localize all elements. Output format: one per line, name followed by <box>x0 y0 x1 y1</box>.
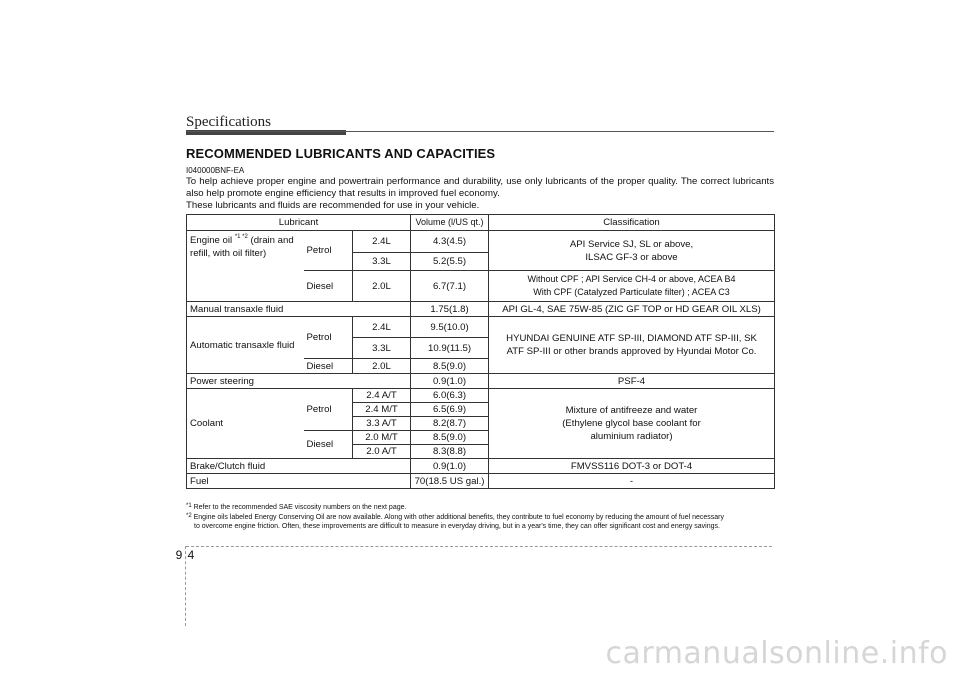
footnote-1-text: Refer to the recommended SAE viscosity numbers on the next page. <box>191 504 407 511</box>
manual-label: Manual transaxle fluid <box>187 302 411 317</box>
lubricants-table <box>186 214 775 489</box>
engine-oil-volume: 4.3(4.5) <box>411 231 489 253</box>
automatic-class-1: HYUNDAI GENUINE ATF SP-III, DIAMOND ATF SP-III, SK <box>506 333 757 344</box>
header-volume: Volume (l/US qt.) <box>411 215 489 231</box>
fuel-classification: - <box>489 474 775 489</box>
automatic-class-2: ATF SP-III or other brands approved by Hyundai Motor Co. <box>506 346 757 357</box>
engine-oil-spec: 3.3L <box>353 253 411 271</box>
intro-paragraph-1: To help achieve proper engine and powertrain performance and durability, use only lubricants of the proper quality. The correct lubricants also help promote engine efficiency that results in improved fuel economy. <box>186 176 774 199</box>
coolant-spec: 3.3 A/T <box>353 417 411 431</box>
table-row <box>187 389 775 403</box>
engine-oil-label-a: Engine oil <box>190 235 235 246</box>
engine-oil-class-petrol <box>489 231 775 271</box>
coolant-spec: 2.0 A/T <box>353 445 411 459</box>
coolant-class-2: (Ethylene glycol base coolant for <box>562 418 701 429</box>
coolant-class-1: Mixture of antifreeze and water <box>565 405 698 416</box>
header-title: Specifications <box>186 114 271 130</box>
coolant-volume: 8.3(8.8) <box>411 445 489 459</box>
intro-text <box>186 176 774 212</box>
watermark: carmanualsonline.info <box>605 636 948 671</box>
coolant-classification <box>489 389 775 459</box>
engine-oil-class-petrol-2: ILSAC GF-3 or above <box>585 251 678 263</box>
manual-classification: API GL-4, SAE 75W-85 (ZIC GF TOP or HD GEAR OIL XLS) <box>489 302 775 317</box>
automatic-label: Automatic transaxle fluid <box>187 317 304 374</box>
coolant-class-3: aluminium radiator) <box>590 431 673 442</box>
coolant-petrol: Petrol <box>304 389 353 431</box>
automatic-petrol: Petrol <box>304 317 353 359</box>
footnote-1-mark: *1 <box>186 503 192 509</box>
footnote-1 <box>186 503 774 512</box>
engine-oil-class-diesel-2: With CPF (Catalyzed Particulate filter) ; ACEA C3 <box>533 287 730 297</box>
section-title: RECOMMENDED LUBRICANTS AND CAPACITIES <box>186 146 496 161</box>
fuel-volume: 70(18.5 US gal.) <box>411 474 489 489</box>
automatic-spec: 2.4L <box>353 317 411 338</box>
automatic-volume: 10.9(11.5) <box>411 338 489 359</box>
header-classification: Classification <box>489 215 775 231</box>
automatic-spec: 2.0L <box>353 359 411 374</box>
coolant-diesel: Diesel <box>304 431 353 459</box>
automatic-volume: 8.5(9.0) <box>411 359 489 374</box>
power-steering-classification: PSF-4 <box>489 374 775 389</box>
table-row <box>187 231 775 253</box>
header-lubricant: Lubricant <box>187 215 411 231</box>
coolant-spec: 2.4 A/T <box>353 389 411 403</box>
header-rule <box>186 131 774 132</box>
table-row <box>187 374 775 389</box>
table-row <box>187 317 775 338</box>
page-number-value: 4 <box>187 548 195 562</box>
footnote-2-text-a: Engine oils labeled Energy Conserving Oil are now available. Along with other additional benefits, they contribute to fuel economy by reducing the amount of fuel necessary <box>191 514 724 521</box>
automatic-diesel: Diesel <box>304 359 353 374</box>
page-number <box>173 548 199 562</box>
engine-oil-spec: 2.0L <box>353 271 411 302</box>
footnote-2-mark: *2 <box>186 513 192 519</box>
engine-oil-spec: 2.4L <box>353 231 411 253</box>
manual-volume: 1.75(1.8) <box>411 302 489 317</box>
fuel-label: Fuel <box>187 474 411 489</box>
coolant-volume: 6.5(6.9) <box>411 403 489 417</box>
power-steering-volume: 0.9(1.0) <box>411 374 489 389</box>
coolant-volume: 8.5(9.0) <box>411 431 489 445</box>
table-row <box>187 302 775 317</box>
brake-label: Brake/Clutch fluid <box>187 459 411 474</box>
automatic-spec: 3.3L <box>353 338 411 359</box>
power-steering-label: Power steering <box>187 374 411 389</box>
engine-oil-petrol: Petrol <box>304 231 353 271</box>
table-row <box>187 459 775 474</box>
coolant-spec: 2.0 M/T <box>353 431 411 445</box>
brake-classification: FMVSS116 DOT-3 or DOT-4 <box>489 459 775 474</box>
engine-oil-label <box>187 231 304 302</box>
engine-oil-label-b: (drain and refill, with oil filter) <box>190 235 294 259</box>
engine-oil-class-petrol-1: API Service SJ, SL or above, <box>569 238 694 250</box>
engine-oil-volume: 6.7(7.1) <box>411 271 489 302</box>
coolant-volume: 8.2(8.7) <box>411 417 489 431</box>
footnote-2-text-b: to overcome engine friction. Often, these improvements are difficult to measure in everyday driving, but in a year's time, they can offer significant cost and energy savings. <box>194 523 720 530</box>
coolant-spec: 2.4 M/T <box>353 403 411 417</box>
section-code: I040000BNF-EA <box>186 166 245 175</box>
intro-paragraph-2: These lubricants and fluids are recommended for use in your vehicle. <box>186 200 480 211</box>
bottom-rule <box>186 546 772 547</box>
engine-oil-diesel: Diesel <box>304 271 353 302</box>
automatic-volume: 9.5(10.0) <box>411 317 489 338</box>
brake-volume: 0.9(1.0) <box>411 459 489 474</box>
engine-oil-class-diesel <box>489 271 775 302</box>
coolant-volume: 6.0(6.3) <box>411 389 489 403</box>
engine-oil-class-diesel-1: Without CPF ; API Service CH-4 or above, ACEA B4 <box>527 274 736 284</box>
table-row <box>187 474 775 489</box>
coolant-label: Coolant <box>187 389 304 459</box>
engine-oil-sup: *1 *2 <box>234 234 248 240</box>
automatic-classification <box>489 317 775 374</box>
footnote-2 <box>186 513 774 531</box>
table-header-row <box>187 215 775 231</box>
page-chapter: 9 <box>175 548 183 562</box>
engine-oil-volume: 5.2(5.5) <box>411 253 489 271</box>
